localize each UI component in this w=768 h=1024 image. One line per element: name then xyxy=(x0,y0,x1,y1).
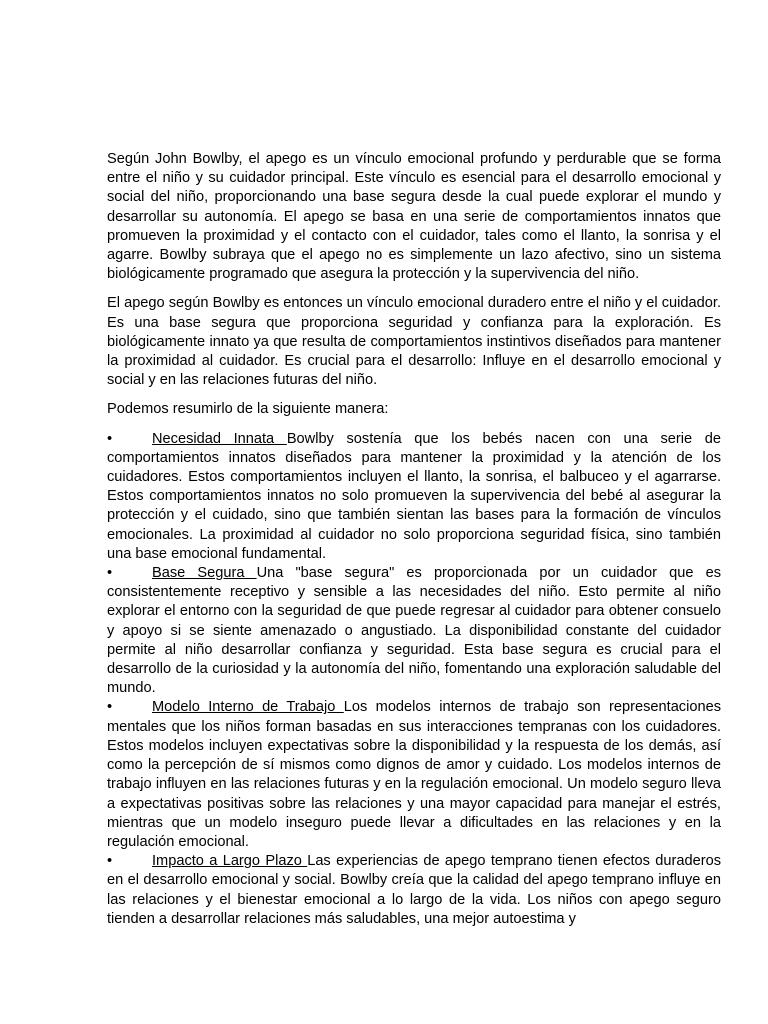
bullet-icon: • xyxy=(107,430,113,447)
list-item xyxy=(107,852,721,929)
list-item xyxy=(107,564,721,698)
bullet-icon: • xyxy=(107,853,113,870)
list-item xyxy=(107,430,721,564)
bullet-list xyxy=(107,430,721,929)
list-item-text: Las experiencias de apego temprano tienen efectos duraderos en el desarrollo emocional y social. Bowlby creía que la calidad del apego temprano influye en las relaciones y el bienestar emocional a lo largo de la vida. Los niños con apego seguro tienden a desarrollar relaciones más saludables, una mejor autoestima y xyxy=(107,853,722,927)
list-item-term: Base Segura xyxy=(152,565,257,582)
list-item xyxy=(107,698,721,852)
list-item-text: Una "base segura" es proporcionada por un cuidador que es consistentemente receptivo y sensible a las necesidades del niño. Esto permite al niño explorar el entorno con la seguridad de que puede regresar al cuidador para obtener consuelo y apoyo si se siente amenazado o angustiado. La disponibilidad constante del cuidador permite al niño desarrollar confianza y seguridad. Esta base segura es crucial para el desarrollo de la curiosidad y la autonomía del niño, fomentando una exploración saludable del mundo. xyxy=(107,565,721,697)
list-item-text: Bowlby sostenía que los bebés nacen con una serie de comportamientos innatos diseñados para mantener la proximidad y la atención de los cuidadores. Estos comportamientos incluyen el llanto, la sonrisa, el balbuceo y el agarrarse. Estos comportamientos innatos no solo promueven la supervivencia del bebé al asegurar la protección y el cuidado, sino que también sientan las bases para la formación de vínculos emocionales. La proximidad al cuidador no solo proporciona seguridad física, sino también una base emocional fundamental. xyxy=(107,430,721,562)
intro-paragraph: Según John Bowlby, el apego es un vínculo emocional profundo y perdurable que se forma entre el niño y su cuidador principal. Este vínculo es esencial para el desarrollo emocional y social del niño, proporcionando una base segura desde la cual puede explorar el mundo y desarrollar su autonomía. El apego se basa en una serie de comportamientos innatos que promueven la proximidad y el contacto con el cuidador, tales como el llanto, la sonrisa y el agarre. Bowlby subraya que el apego no es simplemente un lazo afectivo, sino un sistema biológicamente programado que asegura la protección y la supervivencia del niño. xyxy=(107,151,721,283)
list-item-term: Modelo Interno de Trabajo xyxy=(152,699,344,716)
document-page xyxy=(107,150,721,929)
summary-paragraph: El apego según Bowlby es entonces un vínculo emocional duradero entre el niño y el cuidador. Es una base segura que proporciona seguridad y confianza para la exploración. Es biológicamente innato ya que resulta de comportamientos instintivos diseñados para mantener la proximidad al cuidador. Es crucial para el desarrollo: Influye en el desarrollo emocional y social y en las relaciones futuras del niño. xyxy=(107,295,721,389)
bullet-icon: • xyxy=(107,565,113,582)
list-item-term: Impacto a Largo Plazo xyxy=(152,853,308,870)
list-item-text: Los modelos internos de trabajo son representaciones mentales que los niños forman basadas en sus interacciones tempranas con los cuidadores. Estos modelos incluyen expectativas sobre la disponibilidad y la respuesta de los demás, así como la percepción de sí mismos como dignos de amor y cuidado. Los modelos internos de trabajo influyen en las relaciones futuras y en la regulación emocional. Un modelo seguro lleva a expectativas positivas sobre las relaciones y una mayor capacidad para manejar el estrés, mientras que un modelo inseguro puede llevar a dificultades en las relaciones y en la regulación emocional. xyxy=(107,699,721,850)
bullet-icon: • xyxy=(107,699,113,716)
list-intro-paragraph: Podemos resumirlo de la siguiente manera: xyxy=(107,401,389,418)
list-item-term: Necesidad Innata xyxy=(152,430,287,447)
